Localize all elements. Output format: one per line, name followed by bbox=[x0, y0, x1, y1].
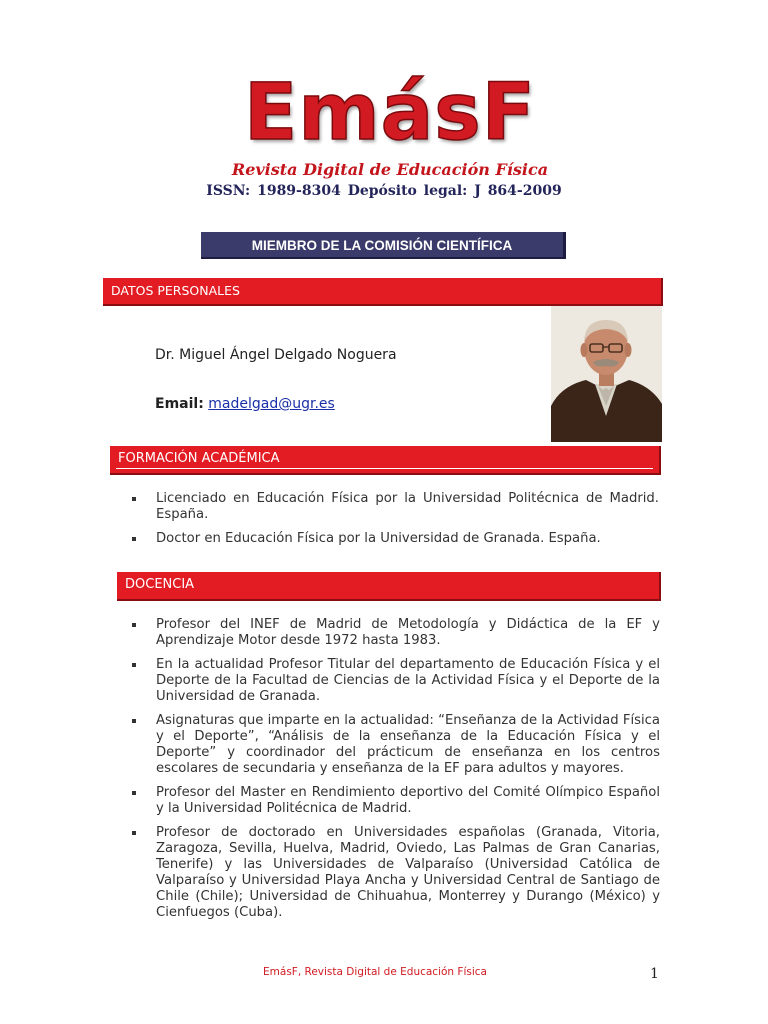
list-item bbox=[128, 491, 659, 523]
bullet-icon bbox=[132, 831, 136, 835]
list-item bbox=[128, 657, 660, 705]
section-header-datos-personales: DATOS PERSONALES bbox=[103, 278, 663, 306]
issn-line: ISSN: 1989-8304 Depósito legal: J 864-2009 bbox=[206, 183, 562, 199]
list-item-text: Licenciado en Educación Física por la Universidad Politécnica de Madrid. España. bbox=[156, 491, 659, 522]
portrait-photo bbox=[551, 306, 662, 442]
email-label: Email: bbox=[155, 396, 204, 412]
list-item-text: Doctor en Educación Física por la Universidad de Granada. España. bbox=[156, 531, 601, 546]
page-footer: EmásF, Revista Digital de Educación Física bbox=[263, 966, 487, 978]
bullet-icon bbox=[132, 537, 136, 541]
list-item-text: Profesor del INEF de Madrid de Metodología y Didáctica de la EF y Aprendizaje Motor desde 1972 hasta 1983. bbox=[156, 617, 660, 648]
section-header-formacion-academica bbox=[110, 446, 661, 475]
journal-subtitle: Revista Digital de Educación Física bbox=[231, 160, 549, 179]
list-item-text: Profesor de doctorado en Universidades españolas (Granada, Vitoria, Zaragoza, Sevilla, Huelva, Madrid, Oviedo, Las Palmas de Gran Canarias, Tenerife) y las Universidades de Valparaíso (Universidad Católica de Valparaíso y Universidad Playa Ancha y Universidad Central de Santiago de Chile (Chile); Universidad de Chihuahua, Monterrey y Durango (México) y Cienfuegos (Cuba). bbox=[156, 825, 660, 920]
portrait-photo-icon bbox=[551, 306, 662, 442]
list-item bbox=[128, 825, 660, 921]
bullet-icon bbox=[132, 623, 136, 627]
list-item bbox=[128, 785, 660, 817]
section-underline bbox=[116, 468, 653, 469]
email-line bbox=[155, 396, 335, 412]
bullet-icon bbox=[132, 791, 136, 795]
section-title: FORMACIÓN ACADÉMICA bbox=[118, 451, 280, 466]
list-item-text: En la actualidad Profesor Titular del departamento de Educación Física y el Deporte de la Facultad de Ciencias de la Actividad Física y el Deporte de la Universidad de Granada. bbox=[156, 657, 660, 704]
bullet-icon bbox=[132, 663, 136, 667]
formacion-list bbox=[128, 491, 659, 555]
section-header-docencia: DOCENCIA bbox=[117, 572, 661, 601]
list-item-text: Asignaturas que imparte en la actualidad: “Enseñanza de la Actividad Física y el Deporte”, “Análisis de la enseñanza de la Educación Física y el Deporte” y coordinador del prácticum de enseñanza en los centros escolares de secundaria y enseñanza de la EF para adultos y mayores. bbox=[156, 713, 660, 776]
journal-logo: EmásF bbox=[244, 68, 536, 158]
page-number: 1 bbox=[650, 966, 659, 982]
person-name: Dr. Miguel Ángel Delgado Noguera bbox=[155, 347, 397, 363]
bullet-icon bbox=[132, 497, 136, 501]
list-item-text: Profesor del Master en Rendimiento deportivo del Comité Olímpico Español y la Universidad Politécnica de Madrid. bbox=[156, 785, 660, 816]
list-item bbox=[128, 617, 660, 649]
docencia-list bbox=[128, 617, 660, 929]
list-item bbox=[128, 713, 660, 777]
role-banner: MIEMBRO DE LA COMISIÓN CIENTÍFICA bbox=[201, 232, 566, 259]
list-item bbox=[128, 531, 659, 547]
bullet-icon bbox=[132, 719, 136, 723]
email-link[interactable]: madelgad@ugr.es bbox=[208, 396, 335, 412]
